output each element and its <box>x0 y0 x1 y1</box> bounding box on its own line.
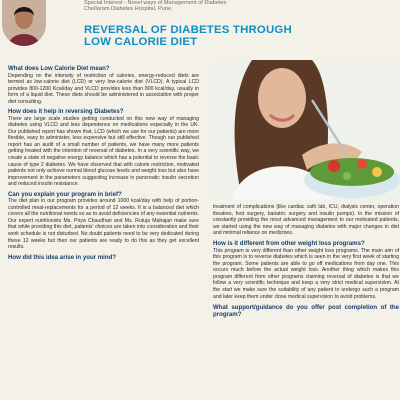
author-byline <box>84 0 226 12</box>
woman-eating-salad-photo <box>212 60 400 200</box>
title-line-1: REVERSAL OF DIABETES THROUGH <box>84 24 292 36</box>
article-title <box>84 24 304 48</box>
answer-paragraph: This program is very different than other weight loss programs. The main aim of this program is to reverse diabetes which is seen in the very first week of starting the program. Some patients are able to go off medications from day one. This occurs much before the actual weight loss. Another thing which makes this program different from other programs claiming reversal of diabetes is that we follow a very scientific technique and keep a very strict medical supervision. At the start we make sure the suitability of any patient to undergo such a program and later keep them under close medical supervision to avoid problems. <box>213 247 399 300</box>
question-heading: Can you explain your program in brief? <box>8 190 122 198</box>
question-heading: How is it different from other weight loss programs? <box>213 240 365 248</box>
answer-paragraph: There are large scale studies getting conducted on this new way of managing diabetes using VLCD and less dependence on medications especially in the UK. Our published report has shown that, LCD (which we use for our patients) are more flexible, easy to administer, less expensive but still effective. Though our published report has an audit of a small number of patients, we have many more patients getting treated with the intention of reversal of diabetes. In a very scientific way, we create a state of negative energy balance which has a potential to reverse the basic cause of type 2 diabetes. We have observed that with calorie restriction, motivated patients not only achieve normal blood glucose levels and weight loss but also have improvement in the parameters suggesting increase in pancreatic insulin secretion and reduced insulin resistance. <box>8 115 199 188</box>
question-heading: How did this idea arise in your mind? <box>8 253 117 261</box>
author-photo <box>2 0 46 46</box>
question-heading: What support/guidance do you offer post completion of the program? <box>213 303 399 318</box>
byline-line-2: Chellaram Diabetes Hospital, Pune. <box>84 6 173 13</box>
title-line-2: LOW CALORIE DIET <box>84 36 198 48</box>
answer-paragraph: The diet plan in our program provides around 1000 kcal/day with help of portion-controlled meal-replacements for a period of 12 weeks. It is a balanced diet which covers all the nutritional needs so as to avoid deficiencies of any essential nutrients. Our expert nutritionists Ms. Priya Chaudhari and Ms. Rutuja Mahajan make sure that while providing this diet, patients' choices are taken into consideration and their work schedule is not disturbed. No doubt patients need to be very dedicated during these 12 weeks but then our patients are ready to do this as they get excellent results. <box>8 198 199 251</box>
question-heading: What does Low Calorie Diet mean? <box>8 65 110 72</box>
question-heading: How does it help in reversing Diabetes? <box>8 108 124 116</box>
byline-line-1: Special Interest - Novel ways of Management of Diabetes <box>84 0 227 6</box>
answer-paragraph: Depending on the intensity of restriction of calories, energy-reduced diets are termed as low-calorie diet (LCD) or very low-calorie diet (VLCD). A typical LCD provides 800-1200 Kcal/day and VLCD provides less than 800 kcal/day, usually in form of a liquid diet. These diets should be administered in association with proper diet consulting. <box>8 72 199 105</box>
right-column <box>213 204 399 318</box>
answer-paragraph: treatment of complications (like cardiac cath lab, ICU, dialysis center, operation theatres, foot surgery, bariatric surgery and insulin pumps). In the mission of constantly providing the most advanced management to our motivated patients, we started using the new way of managing diabetes with major changes in diet and minimal reliance on medicines. <box>213 204 399 237</box>
left-column <box>8 65 199 261</box>
